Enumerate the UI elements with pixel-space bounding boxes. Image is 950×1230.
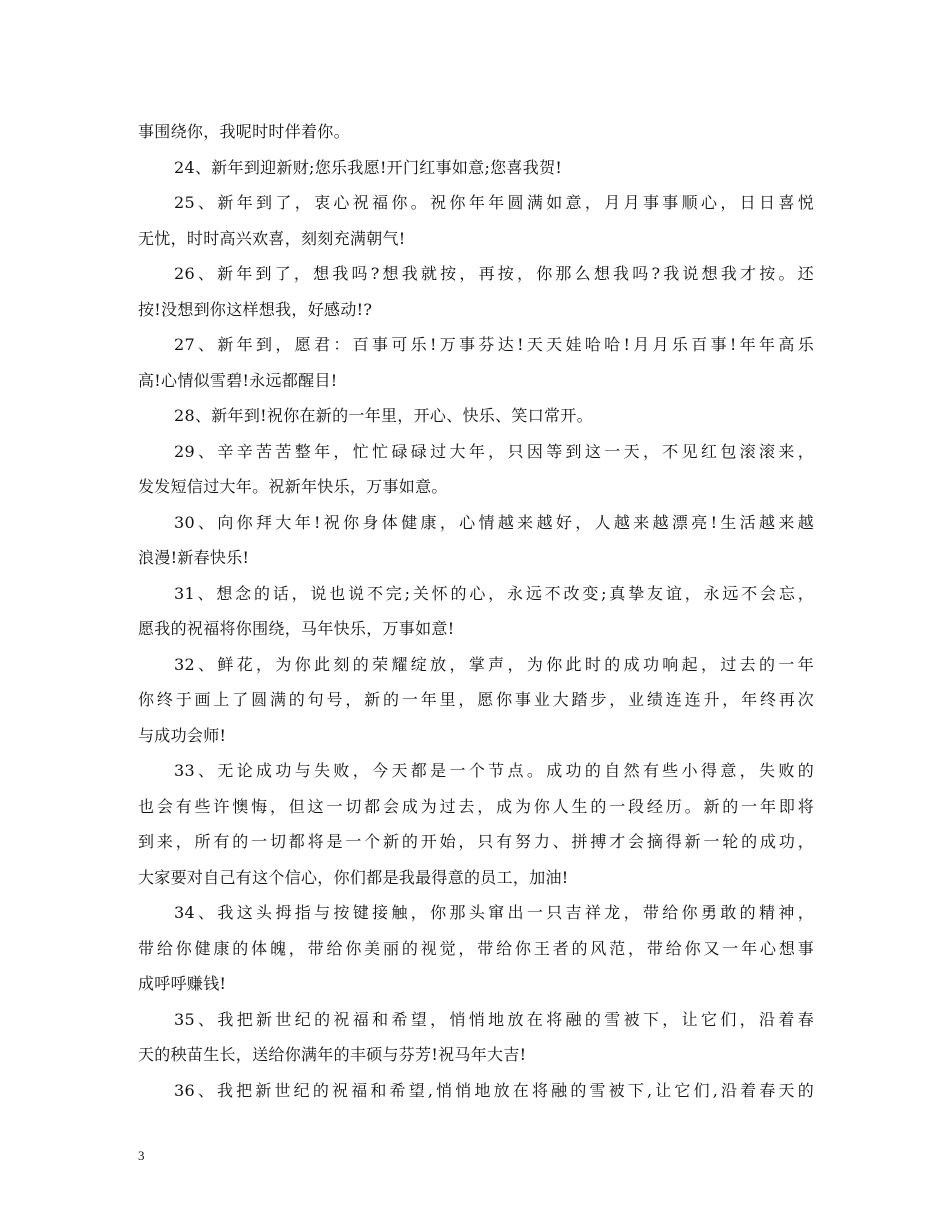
text-line: 带给你健康的体魄，带给你美丽的视觉，带给你王者的风范，带给你又一年心想事 xyxy=(138,938,814,958)
text-line: 也会有些许懊悔，但这一切都会成为过去，成为你人生的一段经历。新的一年即将 xyxy=(138,796,814,816)
text-line: 29、辛辛苦苦整年，忙忙碌碌过大年，只因等到这一天，不见红包滚滚来， xyxy=(174,441,814,461)
text-line: 24、新年到迎新财;您乐我愿!开门红事如意;您喜我贺! xyxy=(174,157,563,177)
text-line: 31、想念的话，说也说不完;关怀的心，永远不改变;真挚友谊，永远不会忘， xyxy=(174,583,814,603)
page-number: 3 xyxy=(138,1148,145,1163)
text-line: 大家要对自己有这个信心，你们都是我最得意的员工，加油! xyxy=(138,867,569,887)
text-line: 无忧，时时高兴欢喜，刻刻充满朝气! xyxy=(138,228,406,248)
text-line: 35、我把新世纪的祝福和希望，悄悄地放在将融的雪被下，让它们，沿着春 xyxy=(174,1009,814,1029)
text-line: 愿我的祝福将你围绕，马年快乐，万事如意! xyxy=(138,619,455,638)
text-line: 浪漫!新春快乐! xyxy=(138,548,250,567)
text-line: 33、无论成功与失败，今天都是一个节点。成功的自然有些小得意，失败的 xyxy=(174,761,814,780)
text-line: 高!心情似雪碧!永远都醒目! xyxy=(138,370,338,390)
text-line: 天的秧苗生长，送给你满年的丰硕与芬芳!祝马年大吉! xyxy=(138,1045,527,1064)
text-line: 34、我这头拇指与按键接触，你那头窜出一只吉祥龙，带给你勇敢的精神， xyxy=(174,903,814,922)
text-line: 与成功会师! xyxy=(138,725,227,745)
text-line: 30、向你拜大年!祝你身体健康，心情越来越好，人越来越漂亮!生活越来越 xyxy=(174,512,814,532)
text-line: 成呼呼赚钱! xyxy=(138,974,227,993)
text-line: 27、新年到，愿君：百事可乐!万事芬达!天天娃哈哈!月月乐百事!年年高乐 xyxy=(174,335,814,354)
text-line: 28、新年到!祝你在新的一年里，开心、快乐、笑口常开。 xyxy=(174,406,593,425)
text-line: 26、新年到了，想我吗?想我就按，再按，你那么想我吗?我说想我才按。还 xyxy=(174,264,814,283)
text-line: 25、新年到了，衷心祝福你。祝你年年圆满如意，月月事事顺心，日日喜悦 xyxy=(174,193,814,212)
text-line: 发发短信过大年。祝新年快乐，万事如意。 xyxy=(138,477,448,496)
text-line: 36、我把新世纪的祝福和希望,悄悄地放在将融的雪被下,让它们,沿着春天的 xyxy=(174,1080,814,1100)
text-line: 你终于画上了圆满的句号，新的一年里，愿你事业大踏步，业绩连连升，年终再次 xyxy=(138,690,814,709)
document-body xyxy=(138,114,814,1108)
text-line: 按!没想到你这样想我，好感动!? xyxy=(138,299,373,319)
text-line: 到来，所有的一切都将是一个新的开始，只有努力、拼搏才会摘得新一轮的成功， xyxy=(138,832,814,851)
text-line: 事围绕你，我呢时时伴着你。 xyxy=(138,122,350,141)
text-line: 32、鲜花，为你此刻的荣耀绽放，掌声，为你此时的成功响起，过去的一年 xyxy=(174,654,814,674)
